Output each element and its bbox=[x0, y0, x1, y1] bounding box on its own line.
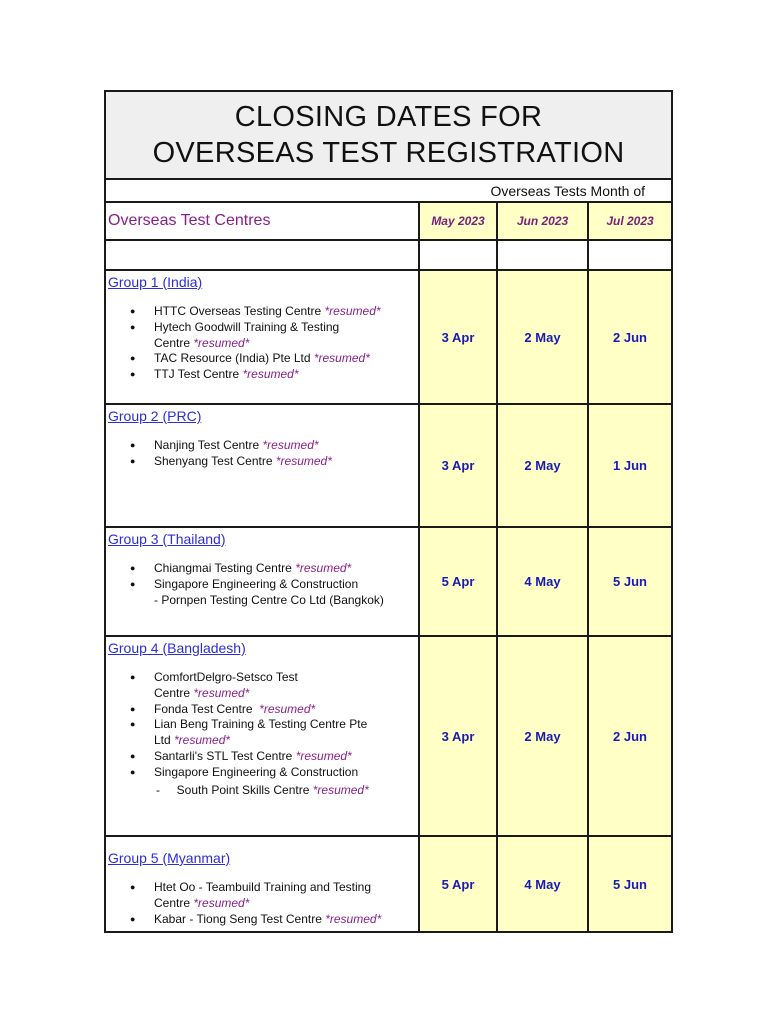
bullet-icon: ● bbox=[130, 440, 136, 450]
bullet-icon: ● bbox=[130, 563, 136, 573]
group-link[interactable]: Group 3 (Thailand) bbox=[108, 531, 226, 547]
group-centres-cell bbox=[105, 836, 419, 932]
centre-item: ● ComfortDelgro-Setsco Test Centre *resumed* bbox=[130, 670, 298, 700]
closing-date-jun: 2 May bbox=[497, 270, 588, 404]
spacer-cell bbox=[588, 240, 672, 270]
group-centres-cell bbox=[105, 270, 419, 404]
closing-date-jun: 4 May bbox=[497, 527, 588, 636]
resumed-tag: *resumed* bbox=[193, 685, 250, 700]
group-centres-cell bbox=[105, 404, 419, 527]
closing-date-may: 3 Apr bbox=[419, 404, 497, 527]
centre-item: ● Chiangmai Testing Centre *resumed* bbox=[130, 561, 352, 575]
month-header-jul: Jul 2023 bbox=[588, 202, 672, 240]
closing-date-may: 5 Apr bbox=[419, 836, 497, 932]
centre-item: ● Singapore Engineering & Construction bbox=[130, 764, 359, 779]
closing-date-jun: 2 May bbox=[497, 636, 588, 836]
group-link[interactable]: Group 5 (Myanmar) bbox=[108, 850, 231, 866]
group-centres-cell bbox=[105, 636, 419, 836]
centre-list bbox=[108, 561, 416, 593]
sub-centre-item: - Pornpen Testing Centre Co Ltd (Bangkok) bbox=[154, 592, 384, 607]
centre-item: ● Kabar - Tiong Seng Test Centre *resumed* bbox=[130, 911, 382, 926]
resumed-tag: *resumed* bbox=[242, 367, 299, 382]
closing-date-may: 3 Apr bbox=[419, 270, 497, 404]
centre-item: ● Hytech Goodwill Training & Testing Centre *resumed* bbox=[130, 319, 340, 350]
centre-item: ● Singapore Engineering & Construction bbox=[130, 576, 359, 591]
closing-dates-sheet bbox=[104, 90, 671, 933]
closing-date-jul: 2 Jun bbox=[588, 636, 672, 836]
bullet-icon: ● bbox=[130, 750, 136, 761]
bullet-icon: ● bbox=[130, 913, 136, 924]
resumed-tag: *resumed* bbox=[325, 911, 382, 926]
month-subheader: Overseas Tests Month of bbox=[105, 179, 672, 202]
bullet-icon: ● bbox=[130, 882, 136, 892]
resumed-tag: *resumed* bbox=[174, 733, 231, 748]
centre-list bbox=[108, 880, 416, 927]
bullet-icon: ● bbox=[130, 672, 136, 682]
resumed-tag: *resumed* bbox=[259, 701, 316, 716]
resumed-tag: *resumed* bbox=[324, 304, 381, 318]
resumed-tag: *resumed* bbox=[295, 748, 352, 763]
group-row bbox=[105, 836, 672, 932]
closing-date-jun: 2 May bbox=[497, 404, 588, 527]
resumed-tag: *resumed* bbox=[295, 561, 352, 575]
spacer-cell bbox=[105, 240, 419, 270]
centre-item: ● Htet Oo - Teambuild Training and Testing Centre *resumed* bbox=[130, 880, 372, 910]
centre-item: ● Nanjing Test Centre *resumed* bbox=[130, 438, 319, 452]
group-centres-cell bbox=[105, 527, 419, 636]
centre-list bbox=[108, 670, 416, 781]
title-line-2: OVERSEAS TEST REGISTRATION bbox=[152, 137, 625, 169]
centre-list bbox=[108, 304, 416, 383]
bullet-icon: ● bbox=[130, 703, 136, 714]
group-row bbox=[105, 527, 672, 636]
centre-item: ● HTTC Overseas Testing Centre *resumed* bbox=[130, 304, 381, 318]
bullet-icon: ● bbox=[130, 306, 136, 316]
bullet-icon: ● bbox=[130, 766, 136, 777]
centre-item: ● TTJ Test Centre *resumed* bbox=[130, 367, 299, 382]
centre-item: ● Santarli's STL Test Centre *resumed* bbox=[130, 748, 352, 763]
group-row bbox=[105, 404, 672, 527]
bullet-icon: ● bbox=[130, 578, 136, 589]
bullet-icon: ● bbox=[130, 369, 136, 380]
centre-item: ● Fonda Test Centre *resumed* bbox=[130, 701, 316, 716]
centre-item: ● Shenyang Test Centre *resumed* bbox=[130, 453, 332, 468]
spacer-cell bbox=[419, 240, 497, 270]
title-line-1: CLOSING DATES FOR bbox=[234, 101, 543, 133]
resumed-tag: *resumed* bbox=[193, 335, 250, 350]
resumed-tag: *resumed* bbox=[313, 351, 370, 366]
group-row bbox=[105, 636, 672, 836]
title-block bbox=[105, 91, 672, 179]
spacer-cell bbox=[497, 240, 588, 270]
bullet-icon: ● bbox=[130, 353, 136, 364]
centre-item: ● TAC Resource (India) Pte Ltd *resumed* bbox=[130, 351, 370, 366]
group-link[interactable]: Group 4 (Bangladesh) bbox=[108, 640, 246, 656]
resumed-tag: *resumed* bbox=[193, 895, 250, 910]
bullet-icon: ● bbox=[130, 719, 136, 730]
closing-date-jun: 4 May bbox=[497, 836, 588, 932]
month-header-jun: Jun 2023 bbox=[497, 202, 588, 240]
closing-date-may: 3 Apr bbox=[419, 636, 497, 836]
resumed-tag: *resumed* bbox=[312, 782, 369, 797]
centres-column-header: Overseas Test Centres bbox=[105, 202, 419, 240]
centre-list bbox=[108, 438, 416, 470]
closing-date-jul: 5 Jun bbox=[588, 527, 672, 636]
closing-date-jul: 2 Jun bbox=[588, 270, 672, 404]
centre-item: ● Lian Beng Training & Testing Centre Pte Ltd *resumed* bbox=[130, 717, 368, 748]
bullet-icon: ● bbox=[130, 321, 136, 332]
closing-date-jul: 5 Jun bbox=[588, 836, 672, 932]
sub-centre-item: - South Point Skills Centre *resumed* bbox=[156, 782, 369, 797]
group-link[interactable]: Group 2 (PRC) bbox=[108, 408, 202, 424]
group-row bbox=[105, 270, 672, 404]
closing-date-may: 5 Apr bbox=[419, 527, 497, 636]
closing-dates-table bbox=[104, 90, 673, 933]
bullet-icon: ● bbox=[130, 455, 136, 466]
month-header-may: May 2023 bbox=[419, 202, 497, 240]
group-link[interactable]: Group 1 (India) bbox=[108, 274, 203, 290]
resumed-tag: *resumed* bbox=[275, 453, 332, 468]
closing-date-jul: 1 Jun bbox=[588, 404, 672, 527]
resumed-tag: *resumed* bbox=[262, 438, 319, 452]
